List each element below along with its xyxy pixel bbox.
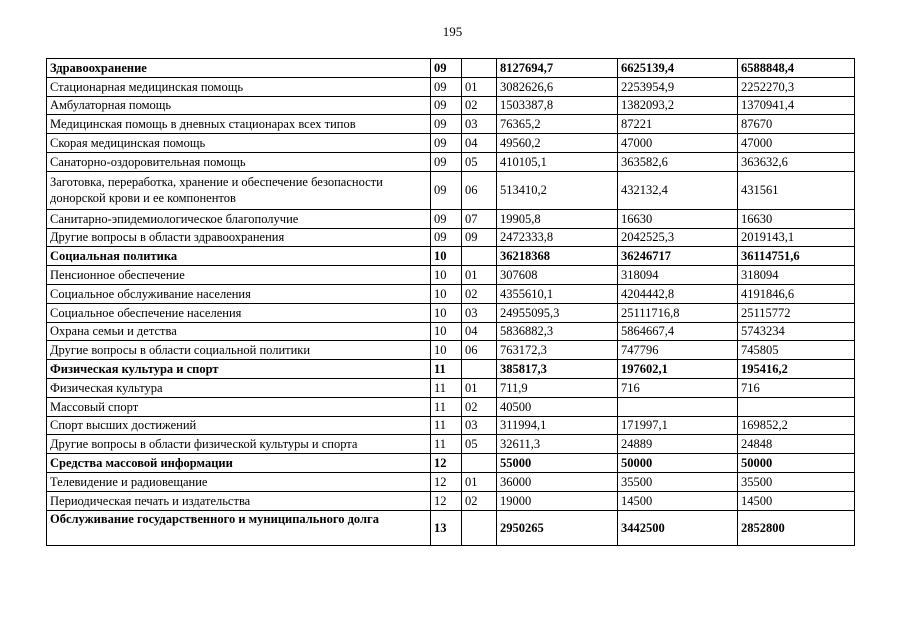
budget-table (46, 58, 855, 546)
table-section-row (47, 247, 855, 266)
row-value-2-cell: 50000 (618, 454, 738, 473)
table-row (47, 322, 855, 341)
row-value-1-cell: 19000 (497, 491, 618, 510)
row-value-2-cell: 747796 (618, 341, 738, 360)
table-row (47, 416, 855, 435)
row-name-cell: Массовый спорт (47, 397, 431, 416)
row-subsection-code-cell (462, 510, 497, 545)
row-value-1-cell: 36000 (497, 472, 618, 491)
table-row (47, 209, 855, 228)
row-subsection-code-cell: 06 (462, 171, 497, 209)
row-subsection-code-cell: 04 (462, 322, 497, 341)
row-name-cell: Другие вопросы в области здравоохранения (47, 228, 431, 247)
row-name-cell: Другие вопросы в области физической культуры и спорта (47, 435, 431, 454)
row-value-1-cell: 3082626,6 (497, 77, 618, 96)
row-name-cell: Социальное обслуживание населения (47, 284, 431, 303)
row-name-cell: Стационарная медицинская помощь (47, 77, 431, 96)
table-row (47, 171, 855, 209)
row-value-1-cell: 40500 (497, 397, 618, 416)
row-subsection-code-cell (462, 360, 497, 379)
row-value-1-cell: 8127694,7 (497, 59, 618, 78)
row-name-cell: Другие вопросы в области социальной политики (47, 341, 431, 360)
row-value-3-cell: 169852,2 (738, 416, 855, 435)
row-section-code-cell: 10 (431, 303, 462, 322)
row-value-1-cell: 763172,3 (497, 341, 618, 360)
row-value-2-cell: 3442500 (618, 510, 738, 545)
table-row (47, 472, 855, 491)
row-name-cell: Санаторно-оздоровительная помощь (47, 152, 431, 171)
row-subsection-code-cell: 01 (462, 77, 497, 96)
table-row (47, 397, 855, 416)
table-row (47, 228, 855, 247)
row-value-2-cell: 24889 (618, 435, 738, 454)
row-value-2-cell: 432132,4 (618, 171, 738, 209)
row-section-code-cell: 11 (431, 397, 462, 416)
row-subsection-code-cell: 02 (462, 491, 497, 510)
table-row (47, 152, 855, 171)
row-value-1-cell: 19905,8 (497, 209, 618, 228)
row-subsection-code-cell: 09 (462, 228, 497, 247)
table-row (47, 303, 855, 322)
table-row (47, 115, 855, 134)
table-row (47, 266, 855, 285)
row-subsection-code-cell: 05 (462, 152, 497, 171)
row-name-cell: Физическая культура и спорт (47, 360, 431, 379)
row-value-3-cell: 6588848,4 (738, 59, 855, 78)
table-row (47, 341, 855, 360)
row-value-3-cell: 4191846,6 (738, 284, 855, 303)
row-name-cell: Спорт высших достижений (47, 416, 431, 435)
row-name-cell: Социальная политика (47, 247, 431, 266)
row-value-3-cell: 16630 (738, 209, 855, 228)
row-value-2-cell: 47000 (618, 134, 738, 153)
table-section-row (47, 454, 855, 473)
row-value-2-cell: 318094 (618, 266, 738, 285)
row-subsection-code-cell: 04 (462, 134, 497, 153)
row-section-code-cell: 09 (431, 115, 462, 134)
row-section-code-cell: 10 (431, 322, 462, 341)
row-value-1-cell: 513410,2 (497, 171, 618, 209)
row-section-code-cell: 11 (431, 378, 462, 397)
row-section-code-cell: 09 (431, 209, 462, 228)
row-value-3-cell: 2252270,3 (738, 77, 855, 96)
table-section-row (47, 360, 855, 379)
row-name-cell: Телевидение и радиовещание (47, 472, 431, 491)
row-value-3-cell: 50000 (738, 454, 855, 473)
row-value-3-cell: 24848 (738, 435, 855, 454)
row-section-code-cell: 10 (431, 341, 462, 360)
row-value-2-cell: 1382093,2 (618, 96, 738, 115)
row-name-cell: Средства массовой информации (47, 454, 431, 473)
row-value-3-cell: 195416,2 (738, 360, 855, 379)
row-name-cell: Скорая медицинская помощь (47, 134, 431, 153)
row-value-2-cell: 197602,1 (618, 360, 738, 379)
row-value-3-cell: 36114751,6 (738, 247, 855, 266)
row-value-2-cell: 36246717 (618, 247, 738, 266)
row-value-2-cell: 171997,1 (618, 416, 738, 435)
row-name-cell: Заготовка, переработка, хранение и обеспечение безопасности донорской крови и ее компонентов (47, 171, 431, 209)
table-section-row (47, 59, 855, 78)
row-value-2-cell: 14500 (618, 491, 738, 510)
row-value-1-cell: 385817,3 (497, 360, 618, 379)
row-value-2-cell: 2042525,3 (618, 228, 738, 247)
row-value-2-cell: 5864667,4 (618, 322, 738, 341)
table-row (47, 435, 855, 454)
row-value-1-cell: 36218368 (497, 247, 618, 266)
row-subsection-code-cell: 03 (462, 115, 497, 134)
table-row (47, 491, 855, 510)
row-value-3-cell (738, 397, 855, 416)
row-name-cell: Охрана семьи и детства (47, 322, 431, 341)
row-value-1-cell: 55000 (497, 454, 618, 473)
row-section-code-cell: 10 (431, 247, 462, 266)
row-subsection-code-cell: 06 (462, 341, 497, 360)
row-value-3-cell: 431561 (738, 171, 855, 209)
row-value-3-cell: 2019143,1 (738, 228, 855, 247)
row-section-code-cell: 10 (431, 284, 462, 303)
row-value-3-cell: 5743234 (738, 322, 855, 341)
row-subsection-code-cell (462, 59, 497, 78)
row-subsection-code-cell: 02 (462, 284, 497, 303)
row-value-2-cell: 363582,6 (618, 152, 738, 171)
row-value-2-cell: 87221 (618, 115, 738, 134)
row-value-1-cell: 711,9 (497, 378, 618, 397)
table-section-row (47, 510, 855, 545)
row-subsection-code-cell (462, 454, 497, 473)
row-value-1-cell: 2950265 (497, 510, 618, 545)
row-subsection-code-cell: 07 (462, 209, 497, 228)
row-value-2-cell: 716 (618, 378, 738, 397)
row-value-1-cell: 410105,1 (497, 152, 618, 171)
row-section-code-cell: 09 (431, 152, 462, 171)
row-value-3-cell: 1370941,4 (738, 96, 855, 115)
row-subsection-code-cell: 01 (462, 472, 497, 491)
row-name-cell: Здравоохранение (47, 59, 431, 78)
page-number: 195 (442, 24, 463, 39)
row-value-2-cell: 6625139,4 (618, 59, 738, 78)
row-section-code-cell: 11 (431, 435, 462, 454)
row-section-code-cell: 09 (431, 134, 462, 153)
row-name-cell: Пенсионное обеспечение (47, 266, 431, 285)
row-value-1-cell: 5836882,3 (497, 322, 618, 341)
row-value-3-cell: 363632,6 (738, 152, 855, 171)
row-value-3-cell: 318094 (738, 266, 855, 285)
budget-table-body (47, 59, 855, 546)
row-value-1-cell: 1503387,8 (497, 96, 618, 115)
row-value-2-cell: 35500 (618, 472, 738, 491)
row-subsection-code-cell (462, 247, 497, 266)
row-section-code-cell: 10 (431, 266, 462, 285)
row-value-3-cell: 87670 (738, 115, 855, 134)
row-section-code-cell: 11 (431, 416, 462, 435)
row-value-3-cell: 35500 (738, 472, 855, 491)
row-value-1-cell: 76365,2 (497, 115, 618, 134)
row-subsection-code-cell: 05 (462, 435, 497, 454)
row-value-3-cell: 47000 (738, 134, 855, 153)
row-section-code-cell: 09 (431, 96, 462, 115)
row-section-code-cell: 13 (431, 510, 462, 545)
table-row (47, 284, 855, 303)
row-section-code-cell: 09 (431, 59, 462, 78)
row-value-1-cell: 4355610,1 (497, 284, 618, 303)
row-subsection-code-cell: 02 (462, 397, 497, 416)
row-name-cell: Обслуживание государственного и муниципального долга (47, 510, 431, 545)
row-section-code-cell: 09 (431, 228, 462, 247)
row-section-code-cell: 12 (431, 472, 462, 491)
row-name-cell: Периодическая печать и издательства (47, 491, 431, 510)
row-section-code-cell: 11 (431, 360, 462, 379)
row-value-3-cell: 2852800 (738, 510, 855, 545)
row-section-code-cell: 12 (431, 454, 462, 473)
row-value-1-cell: 32611,3 (497, 435, 618, 454)
row-value-1-cell: 49560,2 (497, 134, 618, 153)
row-value-3-cell: 25115772 (738, 303, 855, 322)
table-row (47, 134, 855, 153)
row-subsection-code-cell: 03 (462, 303, 497, 322)
row-value-3-cell: 14500 (738, 491, 855, 510)
table-row (47, 96, 855, 115)
row-subsection-code-cell: 01 (462, 266, 497, 285)
row-name-cell: Социальное обеспечение населения (47, 303, 431, 322)
table-row (47, 378, 855, 397)
row-value-1-cell: 307608 (497, 266, 618, 285)
table-row (47, 77, 855, 96)
row-value-3-cell: 716 (738, 378, 855, 397)
row-section-code-cell: 09 (431, 171, 462, 209)
row-value-2-cell: 25111716,8 (618, 303, 738, 322)
row-value-1-cell: 311994,1 (497, 416, 618, 435)
row-value-2-cell: 2253954,9 (618, 77, 738, 96)
row-value-2-cell (618, 397, 738, 416)
row-subsection-code-cell: 01 (462, 378, 497, 397)
row-subsection-code-cell: 02 (462, 96, 497, 115)
row-name-cell: Медицинская помощь в дневных стационарах всех типов (47, 115, 431, 134)
row-section-code-cell: 09 (431, 77, 462, 96)
row-subsection-code-cell: 03 (462, 416, 497, 435)
row-value-2-cell: 4204442,8 (618, 284, 738, 303)
row-value-3-cell: 745805 (738, 341, 855, 360)
row-name-cell: Амбулаторная помощь (47, 96, 431, 115)
row-value-1-cell: 24955095,3 (497, 303, 618, 322)
row-name-cell: Физическая культура (47, 378, 431, 397)
row-section-code-cell: 12 (431, 491, 462, 510)
row-name-cell: Санитарно-эпидемиологическое благополучие (47, 209, 431, 228)
row-value-1-cell: 2472333,8 (497, 228, 618, 247)
row-value-2-cell: 16630 (618, 209, 738, 228)
